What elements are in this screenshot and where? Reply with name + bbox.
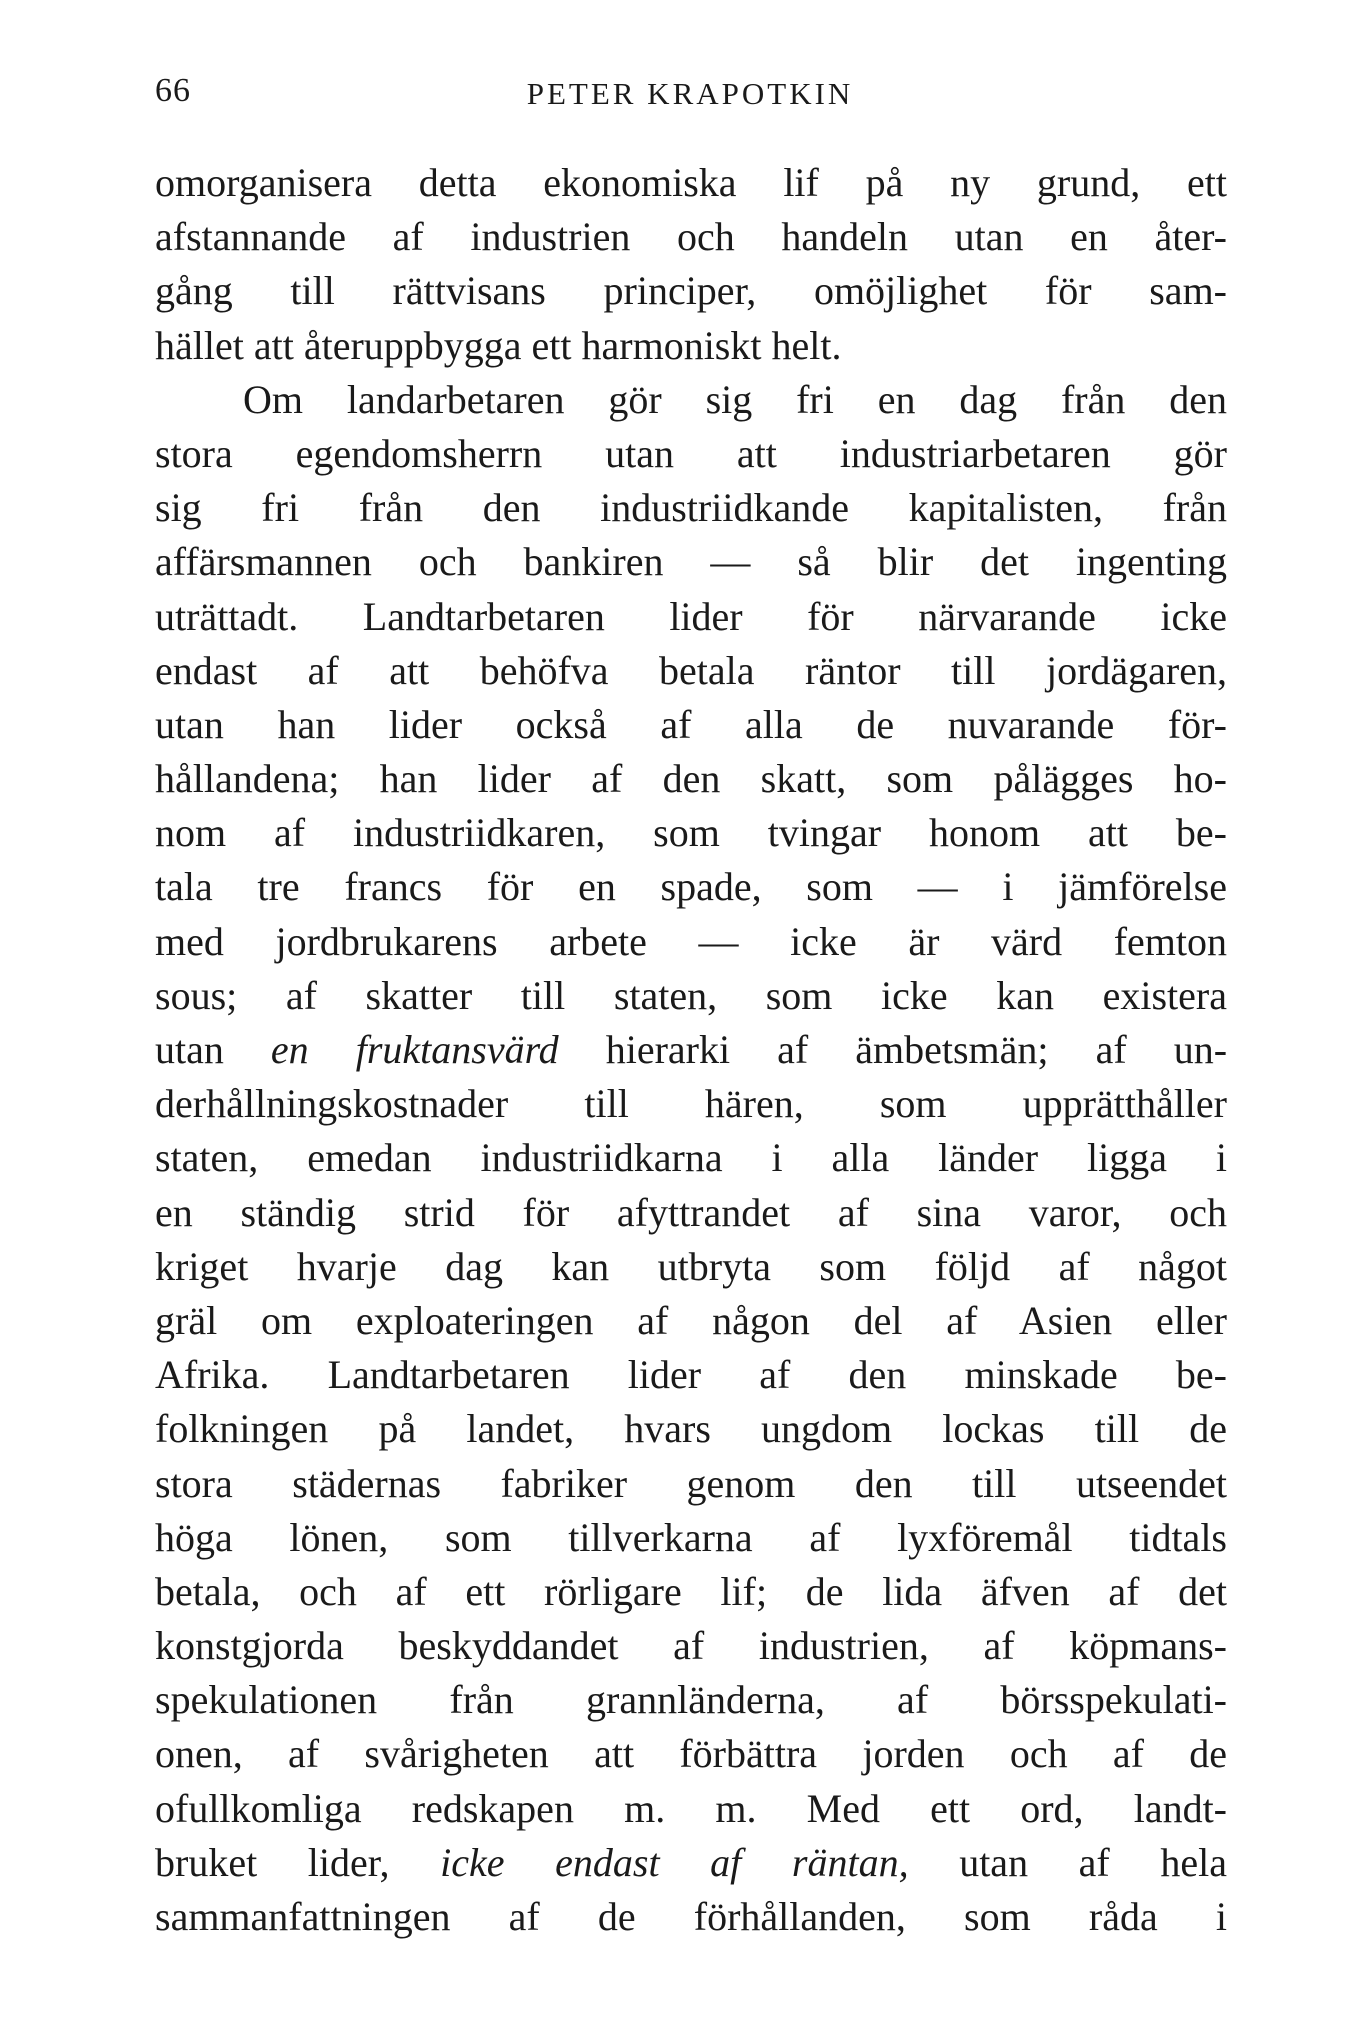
text-line: stora städernas fabriker genom den till utseendet — [155, 1460, 1227, 1506]
running-head — [155, 72, 1225, 122]
text-line: sig fri från den industriidkande kapitalisten, från — [155, 485, 1227, 531]
text-line: onen, af svårigheten att förbättra jorden och af de — [155, 1731, 1227, 1777]
text-line: folkningen på landet, hvars ungdom lockas till de — [155, 1406, 1227, 1452]
text-line: utan han lider också af alla de nuvarande för- — [155, 701, 1227, 747]
line-suffix: hierarki af ämbetsmän; af un- — [558, 1027, 1227, 1072]
text-line: afstannande af industrien och handeln utan en åter- — [155, 214, 1227, 260]
running-title: PETER KRAPOTKIN — [526, 76, 854, 111]
text-line: sous; af skatter till staten, som icke kan existera — [155, 972, 1227, 1018]
text-line: ofullkomliga redskapen m. m. Med ett ord, landt- — [155, 1785, 1227, 1831]
line-prefix: bruket lider, — [155, 1839, 441, 1885]
line-suffix: utan af hela — [908, 1839, 1227, 1885]
text-line: kriget hvarje dag kan utbryta som följd af något — [155, 1243, 1227, 1289]
text-line: betala, och af ett rörligare lif; de lida äfven af det — [155, 1568, 1227, 1614]
text-line: nom af industriidkaren, som tvingar honom att be- — [155, 810, 1227, 856]
text-line: staten, emedan industriidkarna i alla länder ligga i — [155, 1135, 1227, 1181]
text-line: en ständig strid för afyttrandet af sina varor, och — [155, 1189, 1227, 1235]
text-line: stora egendomsherrn utan att industriarbetaren gör — [155, 430, 1227, 476]
text-line-with-italic — [155, 1023, 1227, 1077]
text-line: hället att återuppbygga ett harmoniskt helt. — [155, 322, 842, 368]
paragraph-start-line: Om landarbetaren gör sig fri en dag från den — [243, 376, 1227, 422]
text-line: spekulationen från grannländerna, af börsspekulati- — [155, 1677, 1227, 1723]
text-line: affärsmannen och bankiren — så blir det ingenting — [155, 539, 1227, 585]
text-line: konstgjorda beskyddandet af industrien, af köpmans- — [155, 1623, 1227, 1669]
page-number: 66 — [155, 72, 191, 109]
text-line: sammanfattningen af de förhållanden, som råda i — [155, 1894, 1227, 1939]
italic-phrase: icke endast af räntan, — [440, 1839, 909, 1885]
text-line: gräl om exploateringen af någon del af Asien eller — [155, 1297, 1227, 1343]
text-line: endast af att behöfva betala räntor till jordägaren, — [155, 647, 1227, 693]
text-line: tala tre francs för en spade, som — i jämförelse — [155, 864, 1227, 910]
text-line: höga lönen, som tillverkarna af lyxföremål tidtals — [155, 1514, 1227, 1560]
text-line: Afrika. Landtarbetaren lider af den minskade be- — [155, 1352, 1227, 1398]
text-line: omorganisera detta ekonomiska lif på ny grund, ett — [155, 160, 1227, 205]
line-prefix: utan — [155, 1027, 271, 1072]
text-line: hållandena; han lider af den skatt, som pålägges ho- — [155, 756, 1227, 802]
text-line: med jordbrukarens arbete — icke är värd femton — [155, 918, 1227, 964]
text-line: derhållningskostnader till hären, som upprätthåller — [155, 1081, 1227, 1127]
text-line: gång till rättvisans principer, omöjlighet för sam- — [155, 268, 1227, 314]
body-text — [155, 156, 1227, 1944]
text-line-with-italic — [155, 1836, 1227, 1890]
italic-phrase: en fruktansvärd — [270, 1027, 559, 1072]
text-line: uträttadt. Landtarbetaren lider för närvarande icke — [155, 593, 1227, 639]
